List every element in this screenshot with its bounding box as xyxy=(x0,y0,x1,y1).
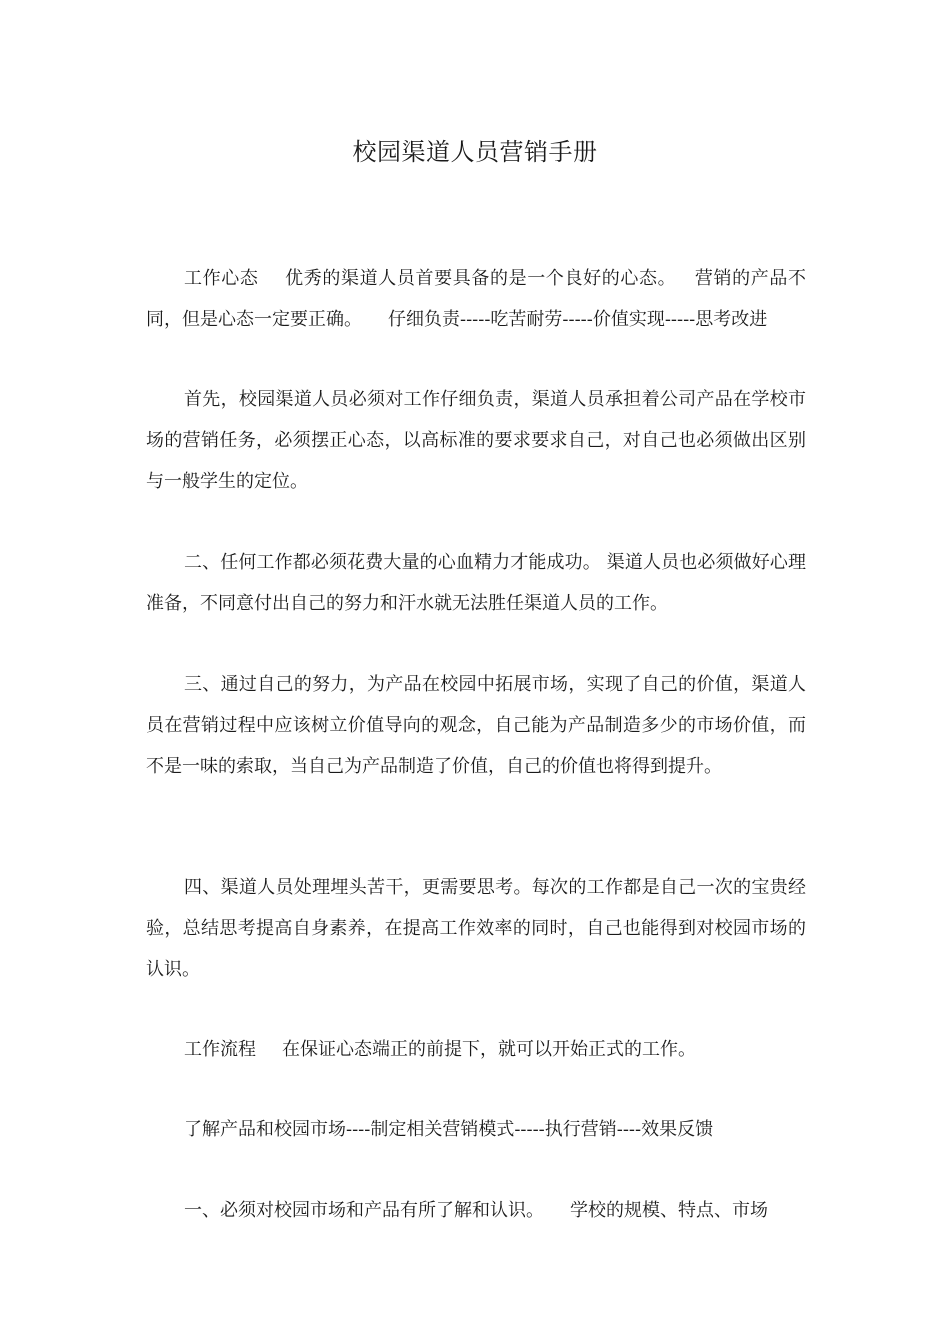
section-heading-work-process: 工作流程 xyxy=(184,1039,256,1060)
paragraph-text: 在保证心态端正的前提下，就可以开始正式的工作。 xyxy=(282,1039,696,1060)
paragraph-text: 学校的规模、特点、市场 xyxy=(570,1200,768,1221)
section-heading-work-attitude: 工作心态 xyxy=(184,268,259,289)
paragraph-step-one xyxy=(146,1190,806,1231)
paragraph-second: 二、任何工作都必须花费大量的心血精力才能成功。 渠道人员也必须做好心理准备，不同意付出自己的努力和汗水就无法胜任渠道人员的工作。 xyxy=(146,552,806,614)
paragraph-third: 三、通过自己的努力，为产品在校园中拓展市场，实现了自己的价值，渠道人员在营销过程中应该树立价值导向的观念，自己能为产品制造多少的市场价值，而不是一味的索取，当自己为产品制造了价值，自己的价值也将得到提升。 xyxy=(146,674,806,777)
process-chain: 了解产品和校园市场----制定相关营销模式-----执行营销----效果反馈 xyxy=(184,1119,714,1140)
paragraph-work-process xyxy=(146,1029,806,1070)
paragraph-fourth: 四、渠道人员处理埋头苦干，更需要思考。每次的工作都是自己一次的宝贵经验，总结思考提高自身素养，在提高工作效率的同时，自己也能得到对校园市场的认识。 xyxy=(146,877,806,980)
paragraph-text: 一、必须对校园市场和产品有所了解和认识。 xyxy=(184,1200,544,1221)
document-title: 校园渠道人员营销手册 xyxy=(352,138,598,166)
paragraph-text: 营销的产品不同，但是心态一定要正确。 xyxy=(146,268,806,330)
paragraph-text: 优秀的渠道人员首要具备的是一个良好的心态。 xyxy=(284,268,677,289)
paragraph-first: 首先，校园渠道人员必须对工作仔细负责，渠道人员承担着公司产品在学校市场的营销任务，必须摆正心态，以高标准的要求要求自己，对自己也必须做出区别与一般学生的定位。 xyxy=(146,389,806,492)
paragraph-work-attitude xyxy=(146,258,806,340)
attitude-chain: 仔细负责-----吃苦耐劳-----价值实现-----思考改进 xyxy=(388,309,768,330)
